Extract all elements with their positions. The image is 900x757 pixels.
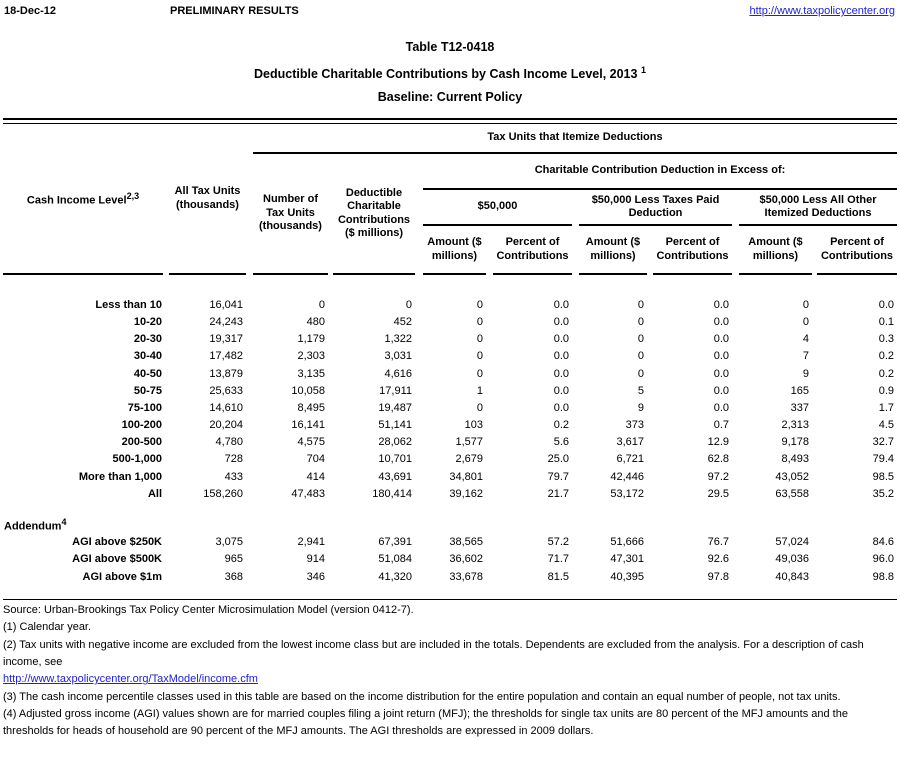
cell-percent-less-taxes-paid: 0.0 bbox=[713, 367, 729, 380]
cell-percent-less-itemized: 84.6 bbox=[872, 536, 894, 549]
cell-percent-less-taxes-paid: 62.8 bbox=[707, 453, 729, 466]
header-deductible-contributions: Deductible Charitable Contributions ($ millions) bbox=[337, 186, 411, 240]
cell-all-tax-units: 20,204 bbox=[209, 419, 243, 432]
addendum-section bbox=[3, 516, 897, 585]
table-row bbox=[3, 348, 897, 365]
header-footnote-marker: 2,3 bbox=[126, 190, 140, 201]
row-label: 40-50 bbox=[133, 367, 162, 380]
cell-all-tax-units: 25,633 bbox=[209, 384, 243, 397]
report-date: 18-Dec-12 bbox=[4, 5, 56, 17]
cell-amount-50000: 0 bbox=[476, 367, 483, 380]
cell-amount-less-taxes-paid: 0 bbox=[637, 333, 644, 346]
header-amount-3: Amount ($ millions) bbox=[748, 236, 803, 262]
column-underline bbox=[817, 273, 897, 277]
header-amount-1: Amount ($ millions) bbox=[427, 236, 482, 262]
addendum-body bbox=[3, 534, 897, 586]
column-underline bbox=[3, 273, 163, 277]
table-row bbox=[3, 416, 897, 433]
cell-amount-less-taxes-paid: 0 bbox=[637, 367, 644, 380]
header-percent-1: Percent of Contributions bbox=[496, 236, 569, 262]
cell-amount-50000: 0 bbox=[476, 298, 483, 311]
cell-percent-less-itemized: 0.9 bbox=[878, 384, 894, 397]
page-title: Deductible Charitable Contributions by Cash Income Level, 2013 $^1$ bbox=[254, 65, 646, 82]
cell-all-tax-units: 3,075 bbox=[215, 536, 243, 549]
column-underline bbox=[169, 273, 246, 277]
cell-number-of-tax-units: 3,135 bbox=[297, 367, 325, 380]
table-number: Table T12-0418 bbox=[405, 40, 495, 54]
cell-percent-50000: 5.6 bbox=[553, 436, 569, 449]
cell-amount-50000: 33,678 bbox=[449, 570, 483, 583]
cell-amount-less-itemized: 9,178 bbox=[781, 436, 809, 449]
cell-percent-less-taxes-paid: 76.7 bbox=[707, 536, 729, 549]
cell-deductible-contributions: 4,616 bbox=[384, 367, 412, 380]
cell-amount-50000: 1,577 bbox=[455, 436, 483, 449]
cell-amount-less-taxes-paid: 42,446 bbox=[610, 470, 644, 483]
column-underline bbox=[653, 273, 732, 277]
cell-percent-50000: 21.7 bbox=[547, 487, 569, 500]
cell-number-of-tax-units: 8,495 bbox=[297, 401, 325, 414]
preliminary-results-label: PRELIMINARY RESULTS bbox=[170, 5, 299, 17]
table-row bbox=[3, 485, 897, 502]
header-itemize-span: Tax Units that Itemize Deductions bbox=[253, 124, 897, 154]
cell-amount-less-itemized: 43,052 bbox=[775, 470, 809, 483]
cell-percent-50000: 71.7 bbox=[547, 553, 569, 566]
cell-number-of-tax-units: 914 bbox=[306, 553, 325, 566]
footnote-3: (3) The cash income percentile classes used in this table are based on the income distribution for the entire population and contain an equal number of people, not tax units. bbox=[3, 690, 841, 703]
cell-number-of-tax-units: 414 bbox=[306, 470, 325, 483]
row-label: 10-20 bbox=[133, 315, 162, 328]
cell-amount-50000: 39,162 bbox=[449, 487, 483, 500]
cell-all-tax-units: 16,041 bbox=[209, 298, 243, 311]
footnote-2: (2) Tax units with negative income are excluded from the lowest income class but are included in the totals. Dependents are excluded from the analysis. For a description of cash income, see bbox=[3, 638, 864, 669]
cell-amount-less-itemized: 40,843 bbox=[775, 570, 809, 583]
table-row bbox=[3, 568, 897, 585]
cell-deductible-contributions: 28,062 bbox=[378, 436, 412, 449]
cell-percent-50000: 79.7 bbox=[547, 470, 569, 483]
cell-all-tax-units: 19,317 bbox=[209, 333, 243, 346]
cell-amount-50000: 0 bbox=[476, 350, 483, 363]
column-underline bbox=[423, 273, 486, 277]
cell-amount-50000: 0 bbox=[476, 315, 483, 328]
cell-amount-less-taxes-paid: 0 bbox=[637, 315, 644, 328]
table-header bbox=[3, 124, 897, 277]
cell-all-tax-units: 368 bbox=[224, 570, 243, 583]
header-group-less-taxes-paid: $50,000 Less Taxes Paid Deduction bbox=[579, 190, 732, 226]
cell-amount-50000: 36,602 bbox=[449, 553, 483, 566]
cell-percent-50000: 0.0 bbox=[553, 315, 569, 328]
cell-amount-less-taxes-paid: 3,617 bbox=[616, 436, 644, 449]
cell-percent-less-taxes-paid: 0.0 bbox=[713, 315, 729, 328]
cell-all-tax-units: 24,243 bbox=[209, 315, 243, 328]
cell-percent-less-taxes-paid: 97.2 bbox=[707, 470, 729, 483]
cell-percent-50000: 0.0 bbox=[553, 401, 569, 414]
addendum-footnote-marker: 4 bbox=[61, 517, 67, 528]
cell-number-of-tax-units: 346 bbox=[306, 570, 325, 583]
header-percent-3: Percent of Contributions bbox=[820, 236, 894, 262]
top-bar bbox=[0, 5, 900, 20]
cell-amount-50000: 0 bbox=[476, 401, 483, 414]
header-excess-span: Charitable Contribution Deduction in Excess of: bbox=[423, 154, 897, 190]
cell-amount-less-itemized: 7 bbox=[802, 350, 809, 363]
cell-deductible-contributions: 180,414 bbox=[372, 487, 412, 500]
cell-number-of-tax-units: 2,941 bbox=[297, 536, 325, 549]
cell-all-tax-units: 14,610 bbox=[209, 401, 243, 414]
row-label: 100-200 bbox=[121, 419, 162, 432]
cell-amount-less-taxes-paid: 51,666 bbox=[610, 536, 644, 549]
row-label: All bbox=[147, 487, 162, 500]
cell-amount-less-itemized: 8,493 bbox=[781, 453, 809, 466]
cell-number-of-tax-units: 480 bbox=[306, 315, 325, 328]
row-label: AGI above $250K bbox=[72, 536, 162, 549]
table-row bbox=[3, 399, 897, 416]
table-row bbox=[3, 534, 897, 551]
cell-amount-50000: 34,801 bbox=[449, 470, 483, 483]
cell-percent-less-itemized: 79.4 bbox=[872, 453, 894, 466]
cell-deductible-contributions: 67,391 bbox=[378, 536, 412, 549]
footnote-4: (4) Adjusted gross income (AGI) values shown are for married couples filing a joint return (MFJ); the thresholds for single tax units are 80 percent of the MFJ amounts and the thresholds for heads of household are 90 percent of the MFJ amounts. The AGI thresholds are expressed in 2009 dollars. bbox=[3, 707, 848, 738]
cell-all-tax-units: 4,780 bbox=[215, 436, 243, 449]
cell-percent-less-taxes-paid: 97.8 bbox=[707, 570, 729, 583]
cell-percent-less-taxes-paid: 12.9 bbox=[707, 436, 729, 449]
cell-amount-less-taxes-paid: 6,721 bbox=[616, 453, 644, 466]
table-body bbox=[3, 296, 897, 502]
cell-amount-less-itemized: 337 bbox=[790, 401, 809, 414]
cell-amount-50000: 38,565 bbox=[449, 536, 483, 549]
footnote-1: (1) Calendar year. bbox=[3, 621, 92, 634]
cell-amount-50000: 1 bbox=[476, 384, 483, 397]
table-row bbox=[3, 313, 897, 330]
cell-amount-less-taxes-paid: 40,395 bbox=[610, 570, 644, 583]
table-row bbox=[3, 551, 897, 568]
cell-percent-less-itemized: 0.3 bbox=[878, 333, 894, 346]
row-label: AGI above $1m bbox=[82, 570, 162, 583]
taxpolicycenter-link[interactable]: http://www.taxpolicycenter.org bbox=[749, 5, 895, 17]
title-block bbox=[0, 36, 900, 109]
header-cash-income-level: Cash Income Level$^{2,3}$ bbox=[26, 190, 140, 207]
data-table bbox=[3, 118, 897, 600]
table-row bbox=[3, 434, 897, 451]
cell-amount-less-itemized: 4 bbox=[802, 333, 809, 346]
cell-amount-less-itemized: 2,313 bbox=[781, 419, 809, 432]
baseline-subtitle: Baseline: Current Policy bbox=[377, 90, 523, 105]
cell-deductible-contributions: 51,141 bbox=[378, 419, 412, 432]
table-row bbox=[3, 331, 897, 348]
cell-percent-50000: 57.2 bbox=[547, 536, 569, 549]
header-all-tax-units: All Tax Units (thousands) bbox=[174, 185, 241, 211]
cell-number-of-tax-units: 16,141 bbox=[291, 419, 325, 432]
cell-percent-50000: 0.0 bbox=[553, 298, 569, 311]
cell-amount-less-itemized: 9 bbox=[802, 367, 809, 380]
cell-all-tax-units: 965 bbox=[224, 553, 243, 566]
cell-percent-less-itemized: 0.1 bbox=[878, 315, 894, 328]
cell-percent-less-itemized: 0.0 bbox=[878, 298, 894, 311]
cell-amount-less-taxes-paid: 9 bbox=[637, 401, 644, 414]
cell-deductible-contributions: 41,320 bbox=[378, 570, 412, 583]
cell-amount-less-taxes-paid: 5 bbox=[637, 384, 644, 397]
cell-percent-less-itemized: 0.2 bbox=[878, 350, 894, 363]
cell-deductible-contributions: 51,084 bbox=[378, 553, 412, 566]
cell-percent-less-taxes-paid: 0.0 bbox=[713, 384, 729, 397]
cell-percent-less-itemized: 35.2 bbox=[872, 487, 894, 500]
title-footnote-marker: 1 bbox=[640, 65, 646, 75]
cell-percent-less-itemized: 1.7 bbox=[878, 401, 894, 414]
cell-amount-less-itemized: 165 bbox=[790, 384, 809, 397]
cell-amount-less-taxes-paid: 0 bbox=[637, 298, 644, 311]
header-amount-2: Amount ($ millions) bbox=[585, 236, 641, 262]
table-row bbox=[3, 468, 897, 485]
cell-percent-less-taxes-paid: 0.0 bbox=[713, 401, 729, 414]
table-row bbox=[3, 382, 897, 399]
income-definition-link[interactable]: http://www.taxpolicycenter.org/TaxModel/income.cfm bbox=[3, 673, 258, 686]
row-label: 75-100 bbox=[127, 401, 162, 414]
cell-number-of-tax-units: 47,483 bbox=[291, 487, 325, 500]
cell-amount-less-itemized: 63,558 bbox=[775, 487, 809, 500]
column-underline bbox=[253, 273, 328, 277]
cell-all-tax-units: 13,879 bbox=[209, 367, 243, 380]
cell-all-tax-units: 17,482 bbox=[209, 350, 243, 363]
cell-all-tax-units: 158,260 bbox=[203, 487, 243, 500]
cell-percent-less-itemized: 0.2 bbox=[878, 367, 894, 380]
cell-number-of-tax-units: 4,575 bbox=[297, 436, 325, 449]
row-label: 500-1,000 bbox=[112, 453, 162, 466]
cell-deductible-contributions: 1,322 bbox=[384, 333, 412, 346]
cell-percent-less-taxes-paid: 92.6 bbox=[707, 553, 729, 566]
header-group-less-itemized: $50,000 Less All Other Itemized Deductions bbox=[739, 190, 897, 226]
row-label: 20-30 bbox=[133, 333, 162, 346]
row-label: AGI above $500K bbox=[72, 553, 162, 566]
cell-deductible-contributions: 452 bbox=[393, 315, 412, 328]
cell-deductible-contributions: 17,911 bbox=[379, 384, 412, 397]
cell-amount-50000: 2,679 bbox=[455, 453, 483, 466]
cell-amount-less-taxes-paid: 47,301 bbox=[610, 553, 644, 566]
cell-percent-less-taxes-paid: 0.0 bbox=[713, 350, 729, 363]
cell-percent-less-itemized: 32.7 bbox=[872, 436, 894, 449]
header-group-50000: $50,000 bbox=[423, 190, 572, 226]
cell-amount-less-itemized: 0 bbox=[802, 298, 809, 311]
row-label: More than 1,000 bbox=[78, 470, 162, 483]
cell-percent-50000: 0.0 bbox=[553, 367, 569, 380]
cell-percent-less-taxes-paid: 29.5 bbox=[707, 487, 729, 500]
row-label: 30-40 bbox=[133, 350, 162, 363]
addendum-label: Addendum$^4$ bbox=[4, 517, 67, 533]
cell-percent-less-itemized: 4.5 bbox=[878, 419, 894, 432]
cell-number-of-tax-units: 0 bbox=[318, 298, 325, 311]
cell-percent-less-itemized: 96.0 bbox=[872, 553, 894, 566]
footnotes bbox=[3, 602, 897, 740]
cell-number-of-tax-units: 10,058 bbox=[291, 384, 325, 397]
cell-percent-less-taxes-paid: 0.0 bbox=[713, 298, 729, 311]
cell-deductible-contributions: 3,031 bbox=[384, 350, 412, 363]
cell-amount-less-taxes-paid: 373 bbox=[625, 419, 644, 432]
cell-amount-less-taxes-paid: 0 bbox=[637, 350, 644, 363]
cell-number-of-tax-units: 2,303 bbox=[297, 350, 325, 363]
footnote-2-link-line bbox=[3, 671, 897, 688]
table-bottom-rule bbox=[3, 599, 897, 600]
cell-amount-less-itemized: 0 bbox=[802, 315, 809, 328]
cell-percent-50000: 25.0 bbox=[547, 453, 569, 466]
cell-deductible-contributions: 43,691 bbox=[378, 470, 412, 483]
column-underline bbox=[493, 273, 572, 277]
column-underline bbox=[739, 273, 812, 277]
cell-percent-less-itemized: 98.5 bbox=[872, 470, 894, 483]
cell-percent-less-itemized: 98.8 bbox=[872, 570, 894, 583]
cell-amount-less-itemized: 57,024 bbox=[775, 536, 809, 549]
cell-percent-50000: 0.0 bbox=[553, 333, 569, 346]
table-row bbox=[3, 296, 897, 313]
row-label: 50-75 bbox=[133, 384, 162, 397]
cell-percent-less-taxes-paid: 0.0 bbox=[713, 333, 729, 346]
cell-amount-less-itemized: 49,036 bbox=[775, 553, 809, 566]
table-row bbox=[3, 365, 897, 382]
cell-amount-less-taxes-paid: 53,172 bbox=[610, 487, 644, 500]
column-underline bbox=[579, 273, 647, 277]
cell-number-of-tax-units: 1,179 bbox=[297, 333, 325, 346]
header-percent-2: Percent of Contributions bbox=[656, 236, 729, 262]
cell-amount-50000: 103 bbox=[464, 419, 483, 432]
cell-percent-less-taxes-paid: 0.7 bbox=[713, 419, 729, 432]
header-number-of-tax-units: Number of Tax Units (thousands) bbox=[259, 193, 322, 233]
table-row bbox=[3, 451, 897, 468]
row-label: 200-500 bbox=[121, 436, 162, 449]
cell-deductible-contributions: 0 bbox=[405, 298, 412, 311]
cell-amount-50000: 0 bbox=[476, 333, 483, 346]
cell-deductible-contributions: 19,487 bbox=[378, 401, 412, 414]
cell-percent-50000: 81.5 bbox=[547, 570, 569, 583]
cell-percent-50000: 0.2 bbox=[553, 419, 569, 432]
cell-deductible-contributions: 10,701 bbox=[378, 453, 412, 466]
cell-number-of-tax-units: 704 bbox=[306, 453, 325, 466]
cell-percent-50000: 0.0 bbox=[553, 350, 569, 363]
cell-all-tax-units: 433 bbox=[224, 470, 243, 483]
column-underline bbox=[333, 273, 415, 277]
row-label: Less than 10 bbox=[95, 298, 162, 311]
source-note: Source: Urban-Brookings Tax Policy Center Microsimulation Model (version 0412-7). bbox=[3, 604, 414, 617]
cell-percent-50000: 0.0 bbox=[553, 384, 569, 397]
cell-all-tax-units: 728 bbox=[224, 453, 243, 466]
